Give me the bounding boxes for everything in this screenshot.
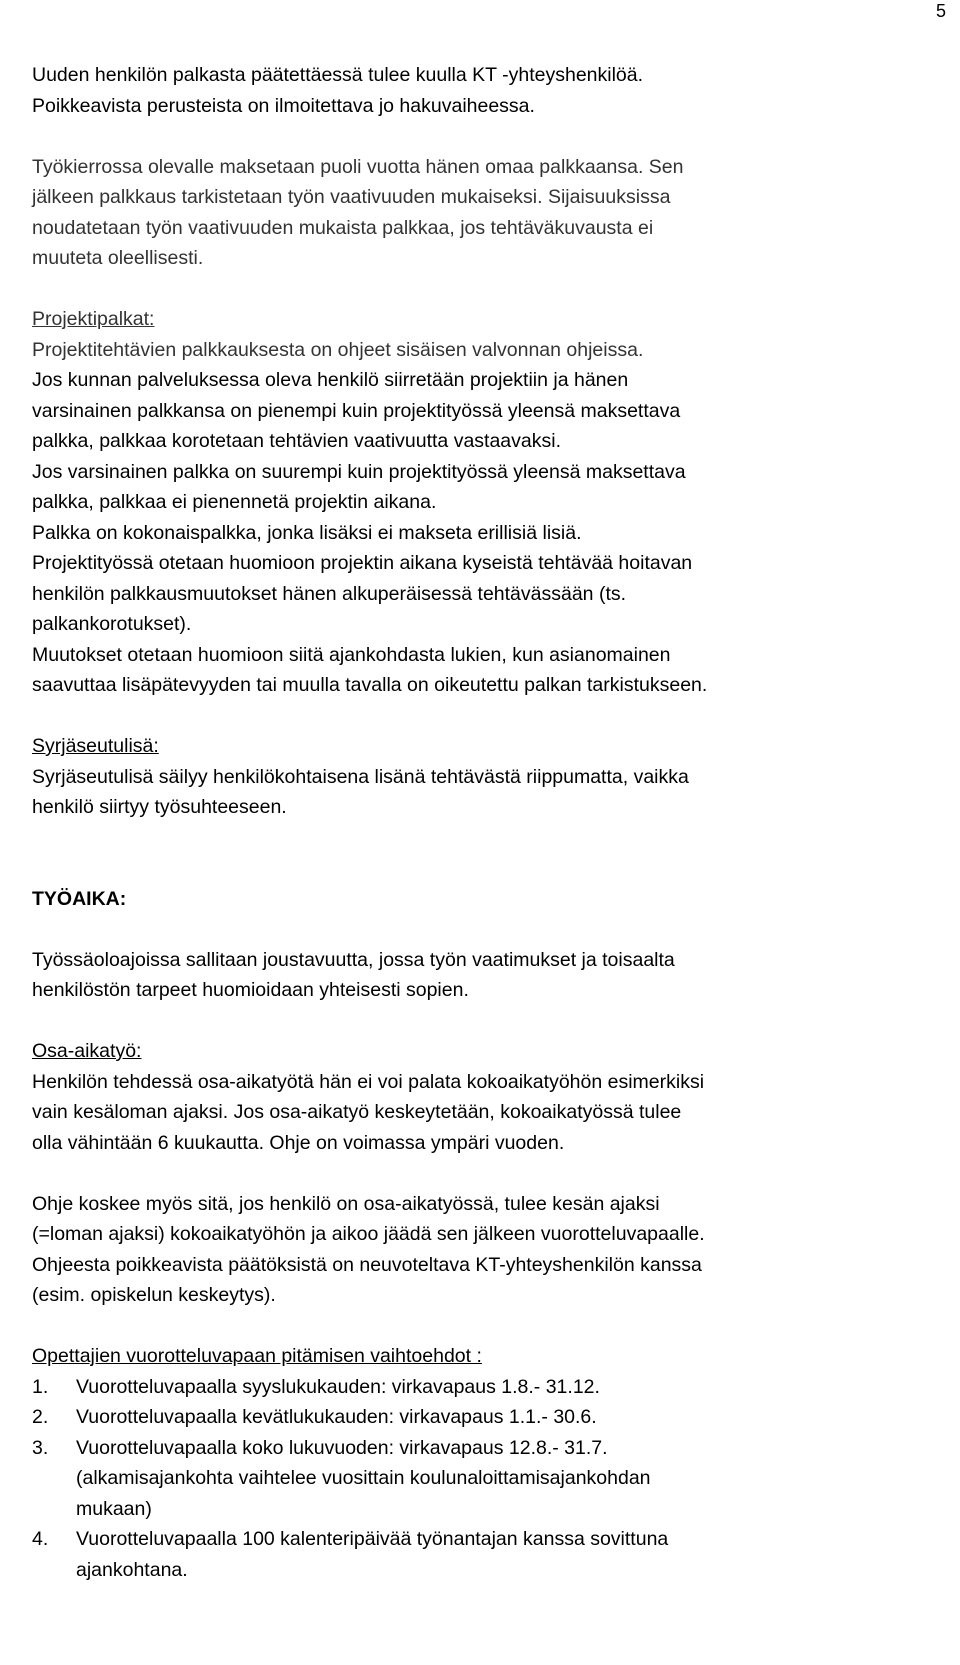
list-number: 2.	[32, 1406, 49, 1428]
text-line: Palkka on kokonaispalkka, jonka lisäksi ei makseta erillisiä lisiä.	[32, 521, 582, 544]
list-number: 3.	[32, 1436, 49, 1459]
document-body	[32, 60, 944, 1585]
section-heading: Syrjäseutulisä:	[32, 735, 159, 757]
section-project-salaries	[32, 304, 944, 701]
text-line: palkka, palkkaa ei pienennetä projektin aikana.	[32, 491, 437, 513]
text-line: mukaan)	[76, 1497, 152, 1520]
text-line: jälkeen palkkaus tarkistetaan työn vaativuuden mukaiseksi. Sijaisuuksissa	[32, 186, 671, 208]
section-heading: Projektipalkat:	[32, 308, 155, 330]
text-line: Vuorotteluvapaalla kevätlukukauden: virkavapaus 1.1.- 30.6.	[76, 1406, 597, 1428]
text-line: Henkilön tehdessä osa-aikatyötä hän ei voi palata kokoaikatyöhön esimerkiksi	[32, 1070, 705, 1093]
list-number: 1.	[32, 1375, 49, 1398]
text-line: palkka, palkkaa korotetaan tehtävien vaativuutta vastaavaksi.	[32, 430, 561, 452]
text-line: Ohje koskee myös sitä, jos henkilö on osa-aikatyössä, tulee kesän ajaksi	[32, 1192, 660, 1215]
list-item	[32, 1433, 944, 1525]
text-line: henkilöstön tarpeet huomioidaan yhteisesti sopien.	[32, 979, 469, 1001]
text-line: olla vähintään 6 kuukautta. Ohje on voimassa ympäri vuoden.	[32, 1131, 565, 1154]
text-line: muuteta oleellisesti.	[32, 247, 204, 269]
list-number: 4.	[32, 1528, 49, 1550]
section-heading: Opettajien vuorotteluvapaan pitämisen vaihtoehdot :	[32, 1345, 482, 1367]
text-line: Jos kunnan palveluksessa oleva henkilö siirretään projektiin ja hänen	[32, 369, 629, 391]
list-item	[32, 1402, 944, 1433]
section-heading: Osa-aikatyö:	[32, 1040, 142, 1062]
list-item	[32, 1372, 944, 1403]
paragraph-job-rotation	[32, 152, 944, 274]
page-number: 5	[935, 1, 946, 21]
text-line: Ohjeesta poikkeavista päätöksistä on neuvoteltava KT-yhteyshenkilön kanssa	[32, 1253, 702, 1276]
list-item	[32, 1524, 944, 1585]
text-line: Projektitehtävien palkkauksesta on ohjeet sisäisen valvonnan ohjeissa.	[32, 338, 644, 361]
text-line: Poikkeavista perusteista on ilmoitettava jo hakuvaiheessa.	[32, 94, 535, 117]
text-line: Jos varsinainen palkka on suurempi kuin projektityössä yleensä maksettava	[32, 460, 686, 483]
text-line: noudatetaan työn vaativuuden mukaista palkkaa, jos tehtäväkuvausta ei	[32, 216, 654, 239]
text-line: (=loman ajaksi) kokoaikatyöhön ja aikoo jäädä sen jälkeen vuorotteluvapaalle.	[32, 1223, 705, 1245]
text-line: henkilön palkkausmuutokset hänen alkuperäisessä tehtävässään (ts.	[32, 582, 627, 605]
section-heading: TYÖAIKA:	[32, 887, 127, 910]
options-list	[32, 1372, 944, 1586]
text-line: vain kesäloman ajaksi. Jos osa-aikatyö keskeytetään, kokoaikatyössä tulee	[32, 1101, 682, 1123]
text-line: henkilö siirtyy työsuhteeseen.	[32, 796, 287, 818]
text-line: (alkamisajankohta vaihtelee vuosittain koulunaloittamisajankohdan	[76, 1467, 651, 1489]
text-line: varsinainen palkkansa on pienempi kuin projektityössä yleensä maksettava	[32, 399, 681, 422]
text-line: Muutokset otetaan huomioon siitä ajankohdasta lukien, kun asianomainen	[32, 643, 671, 666]
text-line: Vuorotteluvapaalla koko lukuvuoden: virkavapaus 12.8.- 31.7.	[76, 1436, 608, 1459]
text-line: Projektityössä otetaan huomioon projektin aikana kyseistä tehtävää hoitavan	[32, 552, 693, 574]
text-line: Uuden henkilön palkasta päätettäessä tulee kuulla KT -yhteyshenkilöä.	[32, 64, 644, 86]
text-line: palkankorotukset).	[32, 613, 192, 635]
section-job-alternation-leave	[32, 1341, 944, 1585]
section-part-time-work	[32, 1036, 944, 1311]
text-line: Syrjäseutulisä säilyy henkilökohtaisena lisänä tehtävästä riippumatta, vaikka	[32, 765, 689, 788]
section-remote-area-allowance	[32, 731, 944, 823]
text-line: Vuorotteluvapaalla 100 kalenteripäivää työnantajan kanssa sovittuna	[76, 1528, 669, 1550]
text-line: Vuorotteluvapaalla syyslukukauden: virkavapaus 1.8.- 31.12.	[76, 1375, 600, 1398]
section-working-time	[32, 884, 944, 1006]
text-line: (esim. opiskelun keskeytys).	[32, 1284, 276, 1306]
paragraph-hiring	[32, 60, 944, 121]
text-line: saavuttaa lisäpätevyyden tai muulla tavalla on oikeutettu palkan tarkistukseen.	[32, 674, 708, 696]
text-line: Työkierrossa olevalle maksetaan puoli vuotta hänen omaa palkkaansa. Sen	[32, 155, 684, 178]
text-line: Työssäoloajoissa sallitaan joustavuutta, jossa työn vaatimukset ja toisaalta	[32, 948, 675, 971]
text-line: ajankohtana.	[76, 1558, 188, 1581]
